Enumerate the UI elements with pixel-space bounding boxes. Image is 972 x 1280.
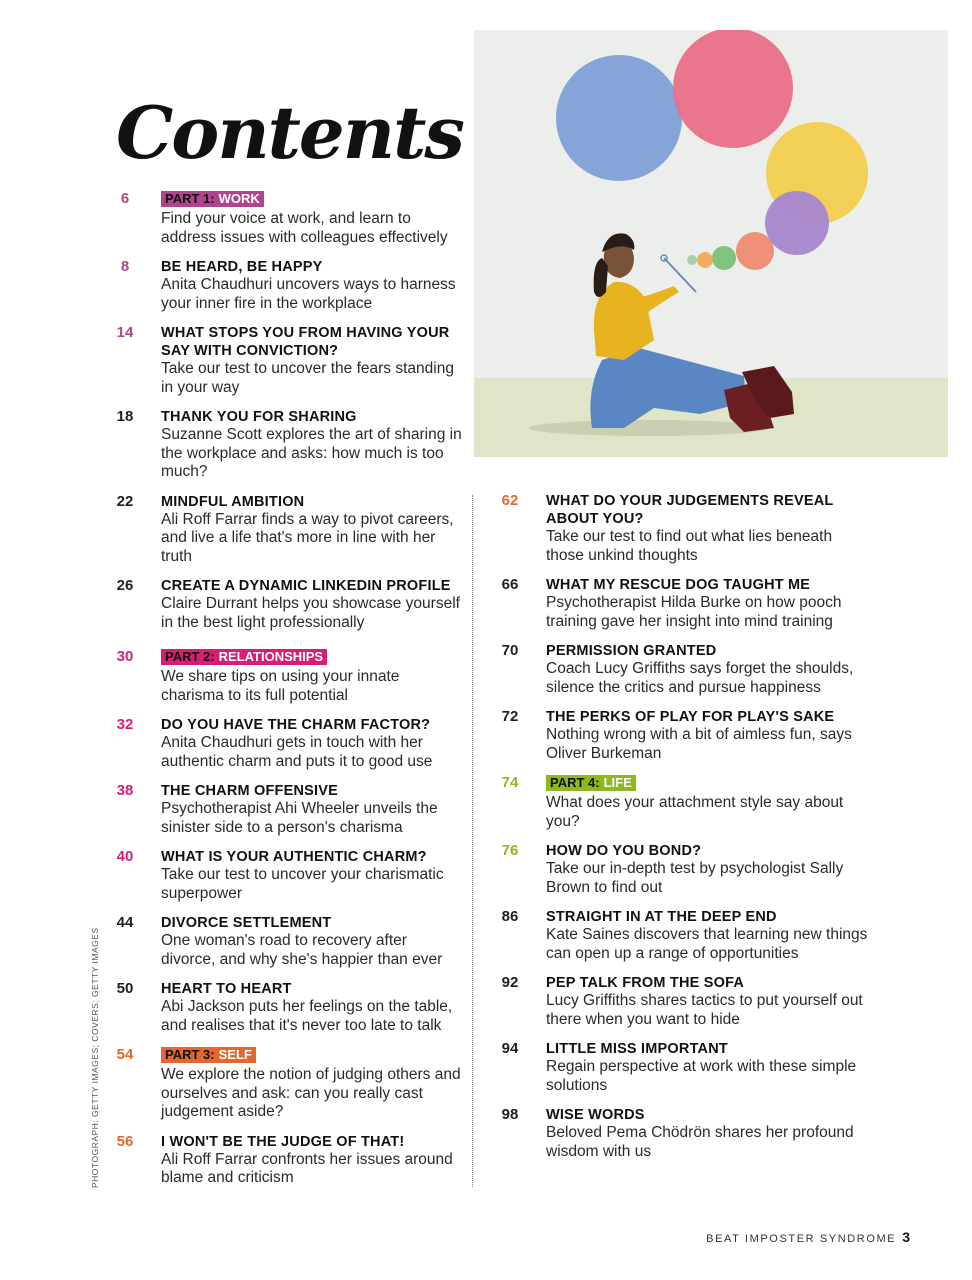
- entry-heading: HEART TO HEART: [161, 981, 292, 997]
- entry-description: Find your voice at work, and learn to address issues with colleagues effectively: [161, 210, 448, 246]
- page-number: 70: [501, 642, 519, 659]
- entry-heading: LITTLE MISS IMPORTANT: [546, 1041, 728, 1057]
- entry-heading: THANK YOU FOR SHARING: [161, 409, 357, 425]
- page-number: 74: [501, 774, 519, 791]
- toc-entry[interactable]: [105, 324, 465, 397]
- entry-description: Beloved Pema Chödrön shares her profound wisdom with us: [546, 1124, 854, 1160]
- page-number: 92: [501, 974, 519, 991]
- entry-heading: I WON'T BE THE JUDGE OF THAT!: [161, 1133, 405, 1150]
- entry-description: Psychotherapist Ahi Wheeler unveils the sinister side to a person's charisma: [161, 800, 438, 836]
- entry-description: Abi Jackson puts her feelings on the table, and realises that it's never too late to talk: [161, 998, 453, 1034]
- entry-description: Regain perspective at work with these simple solutions: [546, 1058, 857, 1094]
- entry-heading: PERMISSION GRANTED: [546, 643, 717, 659]
- page-number: 72: [501, 708, 519, 725]
- entry-description: Suzanne Scott explores the art of sharing in the workplace and asks: how much is too much?: [161, 426, 462, 480]
- entry-description: Anita Chaudhuri gets in touch with her authentic charm and puts it to good use: [161, 734, 433, 770]
- page-number: 66: [501, 576, 519, 593]
- part-name-label: WORK: [218, 191, 260, 206]
- toc-entry[interactable]: [490, 492, 870, 565]
- part-label-work: [161, 191, 264, 207]
- part-number-label: PART 3:: [165, 1047, 215, 1062]
- part-2-entry[interactable]: [105, 648, 465, 705]
- entry-heading: STRAIGHT IN AT THE DEEP END: [546, 909, 777, 925]
- toc-entry[interactable]: [490, 842, 870, 897]
- part-name-label: RELATIONSHIPS: [218, 649, 324, 664]
- entry-description: Claire Durrant helps you showcase yourself in the best light professionally: [161, 595, 460, 631]
- toc-entry[interactable]: [490, 974, 870, 1029]
- entry-heading: DIVORCE SETTLEMENT: [161, 915, 332, 931]
- toc-entry[interactable]: [105, 1133, 465, 1188]
- toc-entry[interactable]: [490, 908, 870, 963]
- page-number: 22: [116, 492, 134, 510]
- contents-column-left: [105, 190, 465, 1199]
- part-number-label: PART 1:: [165, 191, 215, 206]
- toc-entry[interactable]: [105, 716, 465, 771]
- entry-heading: CREATE A DYNAMIC LINKEDIN PROFILE: [161, 578, 451, 594]
- page-number: 50: [116, 980, 134, 997]
- footer-publication-title: BEAT IMPOSTER SYNDROME: [706, 1233, 897, 1245]
- entry-heading: WHAT MY RESCUE DOG TAUGHT ME: [546, 577, 811, 593]
- contents-column-right: [490, 492, 870, 1172]
- entry-description: Kate Saines discovers that learning new things can open up a range of opportunities: [546, 926, 868, 962]
- toc-entry[interactable]: [490, 576, 870, 631]
- entry-description: Nothing wrong with a bit of aimless fun, says Oliver Burkeman: [546, 726, 852, 762]
- page-number: 54: [116, 1046, 134, 1063]
- footer-page-number: 3: [902, 1229, 910, 1245]
- toc-entry[interactable]: [490, 1040, 870, 1095]
- part-name-label: LIFE: [603, 775, 632, 790]
- part-label-relationships: [161, 649, 327, 665]
- page-number: 86: [501, 908, 519, 925]
- page-number: 32: [116, 716, 134, 733]
- page-number: 62: [501, 492, 519, 509]
- column-divider: [472, 495, 473, 1187]
- part-3-entry[interactable]: [105, 1046, 465, 1122]
- entry-description: Lucy Griffiths shares tactics to put yourself out there when you want to hide: [546, 992, 863, 1028]
- entry-heading: BE HEARD, BE HAPPY: [161, 259, 323, 275]
- entry-description: Coach Lucy Griffiths says forget the shoulds, silence the critics and pursue happiness: [546, 660, 854, 696]
- toc-entry[interactable]: [105, 408, 465, 482]
- toc-entry[interactable]: [105, 914, 465, 969]
- entry-description: Take our test to uncover the fears standing in your way: [161, 360, 454, 396]
- page-number: 98: [501, 1106, 519, 1123]
- part-number-label: PART 2:: [165, 649, 215, 664]
- part-1-entry[interactable]: [105, 190, 465, 247]
- page-number: 8: [120, 258, 130, 275]
- part-label-self: [161, 1047, 256, 1063]
- entry-heading: WISE WORDS: [546, 1107, 645, 1123]
- toc-entry[interactable]: [105, 782, 465, 837]
- entry-heading: WHAT IS YOUR AUTHENTIC CHARM?: [161, 849, 427, 865]
- entry-heading: WHAT DO YOUR JUDGEMENTS REVEAL ABOUT YOU?: [546, 493, 834, 527]
- toc-entry[interactable]: [105, 493, 465, 567]
- entry-description: Take our test to uncover your charismatic superpower: [161, 866, 444, 902]
- part-number-label: PART 4:: [550, 775, 600, 790]
- toc-entry[interactable]: [105, 980, 465, 1035]
- page-number: 94: [501, 1040, 519, 1057]
- page-footer: [706, 1229, 910, 1245]
- photo-credit: PHOTOGRAPH: GETTY IMAGES; COVERS: GETTY IMAGES: [90, 927, 100, 1188]
- entry-description: One woman's road to recovery after divorce, and why she's happier than ever: [161, 932, 443, 968]
- part-4-entry[interactable]: [490, 774, 870, 831]
- cover-photo: [474, 30, 948, 457]
- entry-heading: PEP TALK FROM THE SOFA: [546, 975, 745, 991]
- woman-blowing-bubbles-illustration: [474, 30, 948, 457]
- toc-entry[interactable]: [490, 642, 870, 697]
- entry-description: Ali Roff Farrar finds a way to pivot careers, and live a life that's more in line with her truth: [161, 510, 454, 565]
- entry-description: Psychotherapist Hilda Burke on how pooch training gave her insight into mind training: [546, 594, 842, 630]
- toc-entry[interactable]: [105, 258, 465, 313]
- page-number: 40: [116, 848, 134, 865]
- page-number: 56: [116, 1132, 134, 1150]
- toc-entry[interactable]: [490, 1106, 870, 1161]
- entry-description: Anita Chaudhuri uncovers ways to harness your inner fire in the workplace: [161, 276, 456, 312]
- entry-heading: THE CHARM OFFENSIVE: [161, 783, 338, 799]
- entry-description: Take our in-depth test by psychologist Sally Brown to find out: [546, 860, 844, 896]
- toc-entry[interactable]: [490, 708, 870, 763]
- page-number: 38: [116, 782, 134, 799]
- page-number: 14: [116, 324, 134, 341]
- page-number: 26: [116, 577, 134, 594]
- page-number: 18: [116, 408, 134, 425]
- toc-entry[interactable]: [105, 577, 465, 632]
- entry-heading: WHAT STOPS YOU FROM HAVING YOUR SAY WITH CONVICTION?: [161, 325, 450, 359]
- entry-description: Ali Roff Farrar confronts her issues around blame and criticism: [161, 1150, 453, 1186]
- entry-description: We explore the notion of judging others and ourselves and ask: can you really cast judgement aside?: [161, 1066, 461, 1120]
- part-label-life: [546, 775, 636, 791]
- page-number: 44: [116, 914, 134, 931]
- entry-heading: DO YOU HAVE THE CHARM FACTOR?: [161, 717, 431, 733]
- part-name-label: SELF: [218, 1047, 252, 1062]
- entry-heading: MINDFUL AMBITION: [161, 493, 305, 510]
- page-title: Contents: [116, 90, 463, 175]
- page-number: 76: [501, 842, 519, 859]
- entry-heading: HOW DO YOU BOND?: [546, 843, 702, 859]
- entry-description: What does your attachment style say about you?: [546, 794, 844, 830]
- page-number: 30: [116, 648, 134, 665]
- entry-heading: THE PERKS OF PLAY FOR PLAY'S SAKE: [546, 709, 835, 725]
- toc-entry[interactable]: [105, 848, 465, 903]
- entry-description: Take our test to find out what lies beneath those unkind thoughts: [546, 528, 833, 564]
- page-number: 6: [120, 190, 130, 207]
- entry-description: We share tips on using your innate charisma to its full potential: [161, 668, 400, 704]
